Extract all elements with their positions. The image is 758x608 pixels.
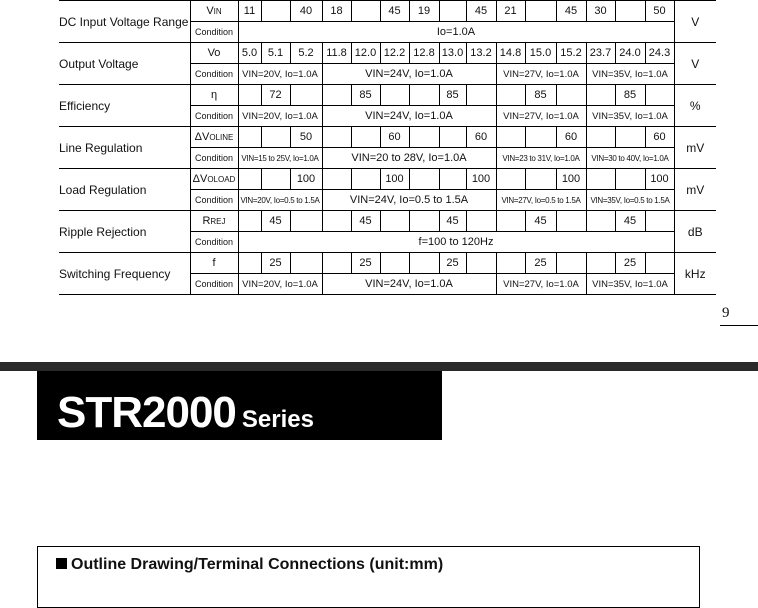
- value-cell: [466, 253, 496, 274]
- value-cell: [261, 169, 290, 190]
- value-cell: [496, 253, 525, 274]
- condition-cell: VIN=23 to 31V, Io=1.0A: [496, 148, 586, 169]
- value-cell: 24.3: [645, 43, 674, 64]
- value-cell: [496, 127, 525, 148]
- condition-cell: VIN=24V, Io=1.0A: [322, 274, 496, 295]
- page-number: 9: [722, 305, 730, 321]
- value-cell: 45: [439, 211, 466, 232]
- unit-cell: mV: [674, 169, 716, 211]
- value-cell: [525, 1, 556, 22]
- parameter-name: Line Regulation: [59, 127, 190, 169]
- value-cell: [615, 127, 645, 148]
- value-cell: 5.2: [290, 43, 322, 64]
- value-cell: 45: [261, 211, 290, 232]
- value-cell: [290, 211, 322, 232]
- value-cell: 60: [466, 127, 496, 148]
- condition-cell: VIN=24V, Io=1.0A: [322, 106, 496, 127]
- value-cell: 18: [322, 1, 351, 22]
- value-cell: 5.0: [238, 43, 261, 64]
- symbol-subscript: REJ: [210, 217, 226, 226]
- value-cell: 11: [238, 1, 261, 22]
- value-cell: [290, 253, 322, 274]
- condition-cell: VIN=27V, Io=1.0A: [496, 274, 586, 295]
- condition-label: Condition: [190, 190, 238, 211]
- unit-cell: kHz: [674, 253, 716, 295]
- value-cell: [409, 211, 439, 232]
- value-cell: [525, 127, 556, 148]
- value-cell: [466, 85, 496, 106]
- symbol-main: ΔV: [192, 173, 208, 185]
- outline-heading-text: Outline Drawing/Terminal Connections (unit:mm): [71, 556, 444, 573]
- condition-cell: VIN=27V, Io=1.0A: [496, 64, 586, 85]
- symbol-cell: [190, 1, 238, 22]
- condition-label: Condition: [190, 232, 238, 253]
- value-cell: 15.2: [556, 43, 586, 64]
- value-cell: [439, 1, 466, 22]
- spec-table: [59, 0, 716, 295]
- parameter-name: Ripple Rejection: [59, 211, 190, 253]
- value-cell: 25: [615, 253, 645, 274]
- value-cell: 13.2: [466, 43, 496, 64]
- condition-cell: Io=1.0A: [238, 22, 674, 43]
- parameter-name: Efficiency: [59, 85, 190, 127]
- value-cell: [290, 85, 322, 106]
- value-cell: [261, 1, 290, 22]
- symbol-cell: [190, 253, 238, 274]
- value-cell: [409, 169, 439, 190]
- value-cell: [586, 253, 615, 274]
- symbol-main: f: [212, 257, 216, 269]
- condition-cell: VIN=24V, Io=0.5 to 1.5A: [322, 190, 496, 211]
- value-cell: [322, 211, 351, 232]
- value-cell: [409, 85, 439, 106]
- symbol-main: R: [202, 215, 211, 227]
- condition-cell: VIN=27V, Io=0.5 to 1.5A: [496, 190, 586, 211]
- value-cell: 100: [380, 169, 409, 190]
- value-cell: 60: [645, 127, 674, 148]
- value-cell: [322, 169, 351, 190]
- value-cell: [586, 127, 615, 148]
- spec-row: [59, 1, 716, 22]
- spec-row: [59, 211, 716, 232]
- value-cell: [322, 127, 351, 148]
- outline-heading: [56, 556, 443, 574]
- condition-cell: VIN=24V, Io=1.0A: [322, 64, 496, 85]
- value-cell: [261, 127, 290, 148]
- condition-label: Condition: [190, 274, 238, 295]
- value-cell: [238, 85, 261, 106]
- series-name: STR2000: [57, 388, 236, 437]
- symbol-cell: [190, 211, 238, 232]
- value-cell: 30: [586, 1, 615, 22]
- value-cell: 25: [261, 253, 290, 274]
- value-cell: [409, 253, 439, 274]
- value-cell: 50: [645, 1, 674, 22]
- unit-cell: %: [674, 85, 716, 127]
- value-cell: [496, 211, 525, 232]
- value-cell: [556, 253, 586, 274]
- value-cell: [351, 1, 380, 22]
- value-cell: 60: [380, 127, 409, 148]
- value-cell: [466, 211, 496, 232]
- value-cell: [238, 211, 261, 232]
- series-title: [57, 388, 314, 442]
- symbol-cell: [190, 169, 238, 190]
- section-band: [0, 362, 758, 371]
- condition-label: Condition: [190, 64, 238, 85]
- value-cell: [645, 211, 674, 232]
- value-cell: 100: [556, 169, 586, 190]
- symbol-subscript: IN: [213, 7, 222, 16]
- value-cell: 100: [645, 169, 674, 190]
- parameter-name: DC Input Voltage Range: [59, 1, 190, 43]
- value-cell: 85: [439, 85, 466, 106]
- condition-cell: VIN=35V, Io=1.0A: [586, 106, 674, 127]
- value-cell: [351, 127, 380, 148]
- value-cell: 45: [466, 1, 496, 22]
- value-cell: 100: [466, 169, 496, 190]
- condition-label: Condition: [190, 148, 238, 169]
- value-cell: [238, 169, 261, 190]
- value-cell: 19: [409, 1, 439, 22]
- value-cell: [380, 85, 409, 106]
- value-cell: [556, 211, 586, 232]
- value-cell: [615, 1, 645, 22]
- value-cell: 5.1: [261, 43, 290, 64]
- value-cell: 15.0: [525, 43, 556, 64]
- value-cell: [586, 211, 615, 232]
- value-cell: 25: [439, 253, 466, 274]
- value-cell: 45: [351, 211, 380, 232]
- symbol-main: V: [206, 5, 214, 17]
- value-cell: [238, 127, 261, 148]
- spec-row: [59, 253, 716, 274]
- value-cell: [556, 85, 586, 106]
- condition-cell: VIN=35V, Io=0.5 to 1.5A: [586, 190, 674, 211]
- value-cell: 12.8: [409, 43, 439, 64]
- value-cell: 60: [556, 127, 586, 148]
- value-cell: [238, 253, 261, 274]
- value-cell: [439, 127, 466, 148]
- value-cell: 25: [525, 253, 556, 274]
- value-cell: [525, 169, 556, 190]
- condition-cell: f=100 to 120Hz: [238, 232, 674, 253]
- value-cell: [615, 169, 645, 190]
- parameter-name: Output Voltage: [59, 43, 190, 85]
- value-cell: 100: [290, 169, 322, 190]
- spec-row: [59, 43, 716, 64]
- value-cell: 45: [556, 1, 586, 22]
- condition-cell: VIN=27V, Io=1.0A: [496, 106, 586, 127]
- value-cell: 24.0: [615, 43, 645, 64]
- unit-cell: mV: [674, 127, 716, 169]
- value-cell: [586, 169, 615, 190]
- value-cell: [586, 85, 615, 106]
- symbol-subscript: OLOAD: [207, 175, 236, 184]
- unit-cell: dB: [674, 211, 716, 253]
- condition-cell: VIN=35V, Io=1.0A: [586, 274, 674, 295]
- value-cell: 13.0: [439, 43, 466, 64]
- value-cell: 85: [615, 85, 645, 106]
- value-cell: [645, 85, 674, 106]
- value-cell: 85: [351, 85, 380, 106]
- value-cell: 45: [380, 1, 409, 22]
- value-cell: 21: [496, 1, 525, 22]
- value-cell: 40: [290, 1, 322, 22]
- value-cell: [322, 85, 351, 106]
- value-cell: 14.8: [496, 43, 525, 64]
- parameter-name: Load Regulation: [59, 169, 190, 211]
- value-cell: [351, 169, 380, 190]
- value-cell: [322, 253, 351, 274]
- value-cell: [645, 253, 674, 274]
- value-cell: 12.2: [380, 43, 409, 64]
- value-cell: [409, 127, 439, 148]
- condition-cell: VIN=20V, Io=1.0A: [238, 64, 322, 85]
- value-cell: [380, 253, 409, 274]
- value-cell: [439, 169, 466, 190]
- spec-row: [59, 85, 716, 106]
- symbol-main: Vo: [207, 47, 221, 59]
- condition-cell: VIN=30 to 40V, Io=1.0A: [586, 148, 674, 169]
- symbol-cell: [190, 43, 238, 64]
- spec-row: [59, 127, 716, 148]
- value-cell: 45: [615, 211, 645, 232]
- spec-row: [59, 169, 716, 190]
- condition-cell: VIN=20V, Io=1.0A: [238, 274, 322, 295]
- value-cell: 85: [525, 85, 556, 106]
- condition-cell: VIN=20V, Io=0.5 to 1.5A: [238, 190, 322, 211]
- value-cell: 23.7: [586, 43, 615, 64]
- value-cell: [496, 169, 525, 190]
- symbol-cell: [190, 85, 238, 106]
- value-cell: 25: [351, 253, 380, 274]
- outline-box: [37, 546, 700, 608]
- value-cell: 45: [525, 211, 556, 232]
- condition-cell: VIN=20V, Io=1.0A: [238, 106, 322, 127]
- parameter-name: Switching Frequency: [59, 253, 190, 295]
- condition-cell: VIN=35V, Io=1.0A: [586, 64, 674, 85]
- series-title-block: [37, 371, 442, 440]
- condition-cell: VIN=15 to 25V, Io=1.0A: [238, 148, 322, 169]
- value-cell: 50: [290, 127, 322, 148]
- square-bullet-icon: [56, 558, 67, 569]
- value-cell: [496, 85, 525, 106]
- symbol-main: η: [210, 89, 218, 101]
- symbol-main: ΔV: [194, 131, 210, 143]
- value-cell: 72: [261, 85, 290, 106]
- condition-cell: VIN=20 to 28V, Io=1.0A: [322, 148, 496, 169]
- value-cell: [380, 211, 409, 232]
- condition-label: Condition: [190, 22, 238, 43]
- page-number-rule: [720, 325, 758, 326]
- symbol-subscript: OLINE: [209, 133, 234, 142]
- value-cell: 11.8: [322, 43, 351, 64]
- unit-cell: V: [674, 1, 716, 43]
- unit-cell: V: [674, 43, 716, 85]
- condition-label: Condition: [190, 106, 238, 127]
- series-suffix: Series: [241, 406, 314, 433]
- symbol-cell: [190, 127, 238, 148]
- value-cell: 12.0: [351, 43, 380, 64]
